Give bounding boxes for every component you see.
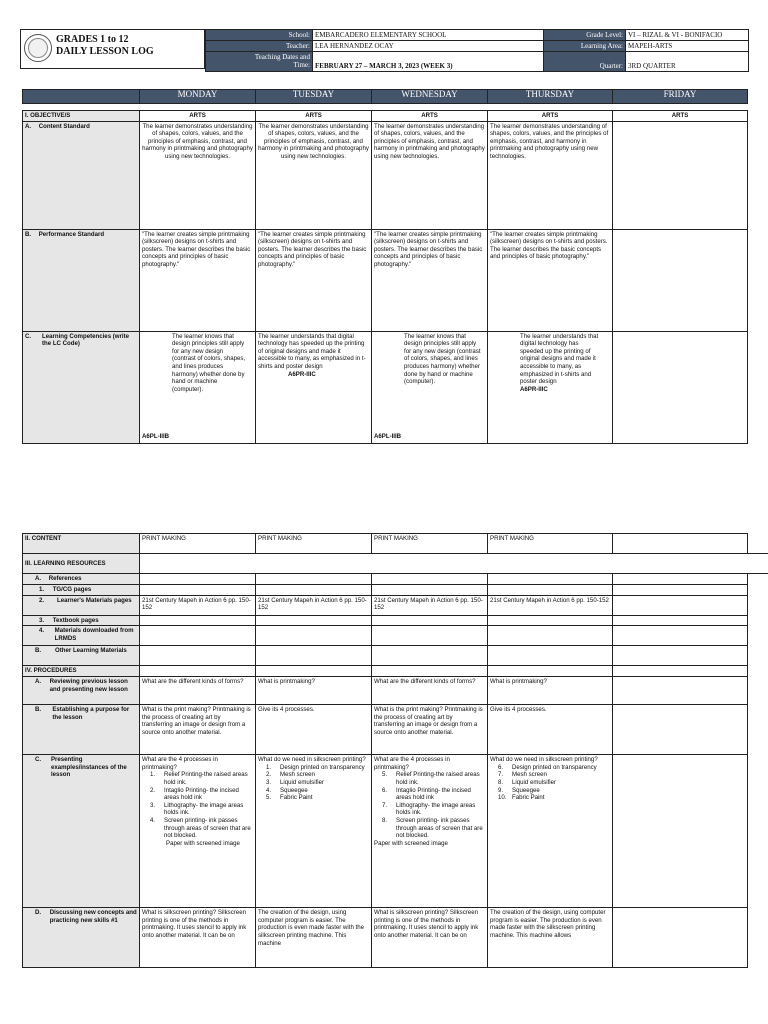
list-item-text: Screen printing- ink passes through areas of screen that are not blocked.: [164, 816, 251, 840]
list-item: [150, 802, 253, 817]
other-label-cell: [23, 646, 140, 666]
lm-num: 2.: [39, 596, 45, 604]
list-item-text: Mesh screen: [512, 771, 547, 779]
review-thursday: What is printmaking?: [488, 677, 613, 705]
discuss-wednesday: What is silkscreen printing? Silkscreen printing is one of the methods in printmaking. It uses stencil to apply ink onto another material. It can be on: [372, 908, 488, 968]
list-item: [266, 787, 369, 795]
discuss-monday: What is silkscreen printing? Silkscreen printing is one of the methods in printmaking. It uses stencil to apply ink onto another material. It can be on: [140, 908, 256, 968]
lm-tuesday: 21st Century Mapeh in Action 6 pp. 150-152: [256, 595, 372, 615]
references-label: References: [48, 575, 82, 582]
present-label-cell: [23, 755, 140, 908]
subject-tuesday: ARTS: [256, 111, 372, 122]
lm-thursday: 21st Century Mapeh in Action 6 pp. 150-152: [488, 595, 613, 615]
list-item-number: 9.: [498, 786, 504, 794]
competency-wednesday-cell: [372, 331, 488, 443]
dates-label-line-1: Teaching Dates and: [254, 53, 310, 61]
textbook-label: Textbook pages: [52, 616, 99, 624]
purpose-num: B.: [35, 706, 42, 714]
list-item-number: 1.: [266, 763, 272, 771]
school-value: EMBARCADERO ELEMENTARY SCHOOL: [313, 30, 544, 41]
list-item-text: Liquid emulsifier: [512, 778, 557, 786]
content-standard-wednesday: The learner demonstrates understanding of shapes, colors, values, and the principles of emphasis, contrast, and harmony in printmaking and photography using new technologies.: [372, 121, 488, 229]
list-item: [498, 779, 610, 787]
list-item-text: Lithography- the image areas holds ink.: [396, 801, 476, 817]
list-item-text: Fabric Paint: [512, 794, 545, 802]
objectives-label: I. OBJECTIVE/S: [23, 111, 140, 122]
present-wednesday-intro: What are the 4 processes in printmaking?: [374, 756, 450, 771]
content-standard-label: Content Standard: [38, 122, 90, 130]
dates-value: FEBRUARY 27 – MARCH 3, 2023 (WEEK 3): [313, 52, 544, 72]
other-label: Other Learning Materials: [55, 647, 127, 655]
list-item: [498, 787, 610, 795]
list-item-number: 7.: [382, 801, 388, 809]
title-line-2: DAILY LESSON LOG: [56, 46, 154, 57]
competency-tuesday: The learner understands that digital technology has speeded up the printing of original designs and made it accessible to many, as emphasized in t-shirts and poster design: [258, 332, 366, 370]
competency-label-cell: [23, 331, 140, 443]
list-item-text: Liquid emulsifier: [280, 778, 325, 786]
review-wednesday: What are the different kinds of forms?: [372, 677, 488, 705]
list-item: [498, 771, 610, 779]
list-item-number: 4.: [266, 786, 272, 794]
list-item-text: Screen printing- ink passes through areas of screen that are not blocked.: [396, 816, 483, 840]
list-item-number: 6.: [382, 786, 388, 794]
content-standard-label-cell: [23, 121, 140, 229]
subject-thursday: ARTS: [488, 111, 613, 122]
area-label: Learning Area:: [544, 41, 626, 52]
list-item-text: Fabric Paint: [280, 794, 313, 802]
list-item-number: 2.: [266, 771, 272, 779]
present-label: Presenting examples/instances of the lesson: [50, 756, 127, 779]
content-standard-monday: The learner demonstrates understanding of shapes, colors, values, and the principles of emphasis, contrast, and harmony in printmaking and photography using new technologies.: [140, 121, 256, 229]
quarter-value: 3RD QUARTER: [626, 52, 749, 72]
list-item: [266, 764, 369, 772]
list-item: [266, 794, 369, 802]
list-item-text: Squeegee: [280, 786, 308, 794]
review-num: A.: [35, 678, 42, 686]
competency-friday: [613, 331, 748, 443]
present-tuesday-intro: What do we need in silkscreen printing?: [258, 756, 366, 764]
day-header-wednesday: WEDNESDAY: [372, 90, 488, 104]
quarter-label: Quarter:: [544, 52, 626, 72]
procedures-label: IV. PROCEDURES: [23, 666, 140, 677]
content-standard-friday: [613, 121, 748, 229]
competency-wednesday: The learner knows that design principles still apply for any new design (contrast of colors, shapes, and lines produces harmony) whether done by hand or machine (computer).: [404, 332, 481, 386]
performance-tuesday: "The learner creates simple printmaking (silkscreen) designs on t-shirts and posters. The learner describes the basic concepts and principles of basic photography.": [256, 229, 372, 331]
present-tuesday: [256, 755, 372, 908]
performance-num: B.: [25, 230, 32, 238]
performance-label-cell: [23, 229, 140, 331]
subject-friday: ARTS: [613, 111, 748, 122]
present-monday: [140, 755, 256, 908]
list-item-text: Design printed on transparency: [512, 763, 597, 771]
content-tuesday: PRINT MAKING: [256, 534, 372, 554]
title-line-1: GRADES 1 to 12: [56, 34, 129, 45]
competency-label: Learning Competencies (write the LC Code): [42, 332, 130, 348]
list-item-number: 3.: [150, 801, 156, 809]
lm-monday: 21st Century Mapeh in Action 6 pp. 150-152: [140, 595, 256, 615]
performance-label: Performance Standard: [38, 230, 105, 238]
list-item: [150, 787, 253, 802]
competency-tuesday-cell: [256, 331, 372, 443]
review-label: Reviewing previous lesson and presenting new lesson: [49, 678, 128, 693]
list-item-number: 2.: [150, 786, 156, 794]
purpose-monday: What is the print making? Printmaking is the process of creating art by transferring an image or design from a source onto another material.: [140, 705, 256, 755]
list-item-number: 1.: [150, 771, 156, 779]
performance-wednesday: "The learner creates simple printmaking (silkscreen) designs on t-shirts and posters. The learner describes the basic concepts and principles of basic photography.": [372, 229, 488, 331]
review-monday: What are the different kinds of forms?: [140, 677, 256, 705]
lm-label: Learner's Materials pages: [57, 596, 132, 604]
list-item-text: Design printed on transparency: [280, 763, 365, 771]
competency-monday-code: A6PL-IIIB: [142, 433, 170, 440]
procedures-table: [22, 533, 768, 968]
competency-wednesday-code: A6PL-IIIB: [374, 433, 402, 440]
present-wednesday-list: [374, 771, 485, 839]
content-label: II. CONTENT: [23, 534, 140, 554]
content-thursday: PRINT MAKING: [488, 534, 613, 554]
present-wednesday-outro: Paper with screened image: [374, 839, 448, 847]
list-item: [382, 787, 485, 802]
day-header-tuesday: TUESDAY: [256, 90, 372, 104]
competency-monday-cell: [140, 331, 256, 443]
list-item: [266, 779, 369, 787]
lrmds-num: 4.: [39, 627, 45, 635]
other-num: B.: [35, 647, 42, 655]
purpose-wednesday: What is the print making? Printmaking is the process of creating art by transferring an image or design from a source onto another material.: [372, 705, 488, 755]
references-label-cell: [23, 574, 140, 585]
lrmds-label-cell: [23, 626, 140, 646]
content-standard-num: A.: [25, 122, 32, 130]
purpose-label: Establishing a purpose for the lesson: [52, 706, 130, 721]
grade-value: VI – RIZAL & VI - BONIFACIO: [626, 30, 749, 41]
list-item: [382, 817, 485, 840]
subject-wednesday: ARTS: [372, 111, 488, 122]
area-value: MAPEH-ARTS: [626, 41, 749, 52]
teacher-label: Teacher:: [206, 41, 313, 52]
present-thursday-intro: What do we need in silkscreen printing?: [490, 756, 598, 764]
present-wednesday: [372, 755, 488, 908]
discuss-thursday: The creation of the design, using computer program is easier. The production is even made faster with the silkscreen printing machine. This machine allows: [488, 908, 613, 968]
discuss-label-cell: [23, 908, 140, 968]
present-num: C.: [35, 756, 42, 764]
day-header-monday: MONDAY: [140, 90, 256, 104]
content-standard-thursday: The learner demonstrates understanding of shapes, colors, values, and the principles of emphasis, contrast, and harmony in printmaking and photography using new technologies.: [488, 121, 613, 229]
references-num: A.: [35, 575, 42, 582]
present-monday-intro: What are the 4 processes in printmaking?: [142, 756, 218, 771]
list-item: [266, 771, 369, 779]
performance-friday: [613, 229, 748, 331]
tg-label-cell: [23, 585, 140, 596]
present-monday-list: [142, 771, 253, 839]
list-item-number: 3.: [266, 778, 272, 786]
dates-label: [206, 52, 313, 72]
present-thursday: [488, 755, 613, 908]
list-item-text: Lithography- the image areas holds ink.: [164, 801, 244, 817]
list-item-number: 5.: [266, 794, 272, 802]
textbook-label-cell: [23, 615, 140, 626]
performance-thursday: "The learner creates simple printmaking (silkscreen) designs on t-shirts and posters. The learner describes the basic concepts and principles of basic photography.": [488, 229, 613, 331]
objectives-table: [22, 89, 748, 444]
list-item: [382, 771, 485, 786]
dates-label-line-2: Time:: [293, 61, 310, 69]
list-item-text: Relief Printing-the raised areas hold ink.: [164, 771, 248, 786]
discuss-num: D.: [35, 909, 42, 917]
school-label: School:: [206, 30, 313, 41]
review-tuesday: What is printmaking?: [256, 677, 372, 705]
list-item-number: 10.: [498, 794, 507, 802]
content-friday: [613, 534, 748, 554]
lm-label-cell: [23, 595, 140, 615]
content-standard-tuesday: The learner demonstrates understanding of shapes, colors, values, and the principles of emphasis, contrast, and harmony in printmaking and photography using new technologies.: [256, 121, 372, 229]
list-item-number: 5.: [382, 771, 388, 779]
list-item-text: Intaglio Printing- the incised areas hold ink: [396, 786, 471, 802]
list-item: [498, 764, 610, 772]
competency-monday: The learner knows that design principles still apply for any new design (contrast of colors, shapes, and lines produces harmony) whether done by hand or machine (computer).: [172, 332, 246, 393]
content-wednesday: PRINT MAKING: [372, 534, 488, 554]
header-info-table: [205, 29, 749, 72]
present-tuesday-list: [258, 764, 369, 802]
purpose-label-cell: [23, 705, 140, 755]
present-thursday-list: [490, 764, 610, 802]
list-item: [150, 817, 253, 840]
list-item-number: 8.: [498, 778, 504, 786]
present-monday-outro: Paper with screened image: [166, 839, 240, 847]
content-monday: PRINT MAKING: [140, 534, 256, 554]
competency-thursday-code: A6PR-IIIC: [520, 385, 548, 393]
lrmds-label: Materials downloaded from LRMDS: [54, 627, 134, 642]
corner-cell: [23, 90, 140, 104]
list-item: [382, 802, 485, 817]
resources-label: III. LEARNING RESOURCES: [23, 554, 140, 574]
lm-wednesday: 21st Century Mapeh in Action 6 pp. 150-152: [372, 595, 488, 615]
day-header-friday: FRIDAY: [613, 90, 748, 104]
teacher-value: LEA HERNANDEZ OCAY: [313, 41, 544, 52]
competency-thursday: The learner understands that digital technology has speeded up the printing of original designs and made it accessible to many, as emphasized in t-shirts and poster design: [520, 332, 599, 386]
list-item-text: Mesh screen: [280, 771, 315, 779]
list-item: [150, 771, 253, 786]
purpose-tuesday: Give its 4 processes.: [256, 705, 372, 755]
grade-label: Grade Level:: [544, 30, 626, 41]
list-item-number: 8.: [382, 816, 388, 824]
list-item-text: Squeegee: [512, 786, 540, 794]
list-item-number: 7.: [498, 771, 504, 779]
day-header-thursday: THURSDAY: [488, 90, 613, 104]
textbook-num: 3.: [39, 616, 45, 624]
competency-thursday-cell: [488, 331, 613, 443]
list-item-number: 4.: [150, 816, 156, 824]
list-item: [498, 794, 610, 802]
discuss-tuesday: The creation of the design, using computer program is easier. The production is even made faster with the silkscreen printing machine. This machine: [256, 908, 372, 968]
tg-label: TG/CG pages: [52, 586, 92, 593]
performance-monday: "The learner creates simple printmaking (silkscreen) designs on t-shirts and posters. The learner describes the basic concepts and principles of basic photography.": [140, 229, 256, 331]
tg-num: 1.: [39, 586, 45, 593]
discuss-label: Discussing new concepts and practicing new skills #1: [49, 909, 137, 924]
list-item-number: 6.: [498, 763, 504, 771]
competency-tuesday-code: A6PR-IIIC: [288, 370, 316, 378]
review-label-cell: [23, 677, 140, 705]
purpose-thursday: Give its 4 processes.: [488, 705, 613, 755]
list-item-text: Intaglio Printing- the incised areas hold ink: [164, 786, 239, 802]
subject-monday: ARTS: [140, 111, 256, 122]
header-frame: [20, 29, 205, 69]
list-item-text: Relief Printing-the raised areas hold ink.: [396, 771, 480, 786]
competency-num: C.: [25, 332, 32, 340]
